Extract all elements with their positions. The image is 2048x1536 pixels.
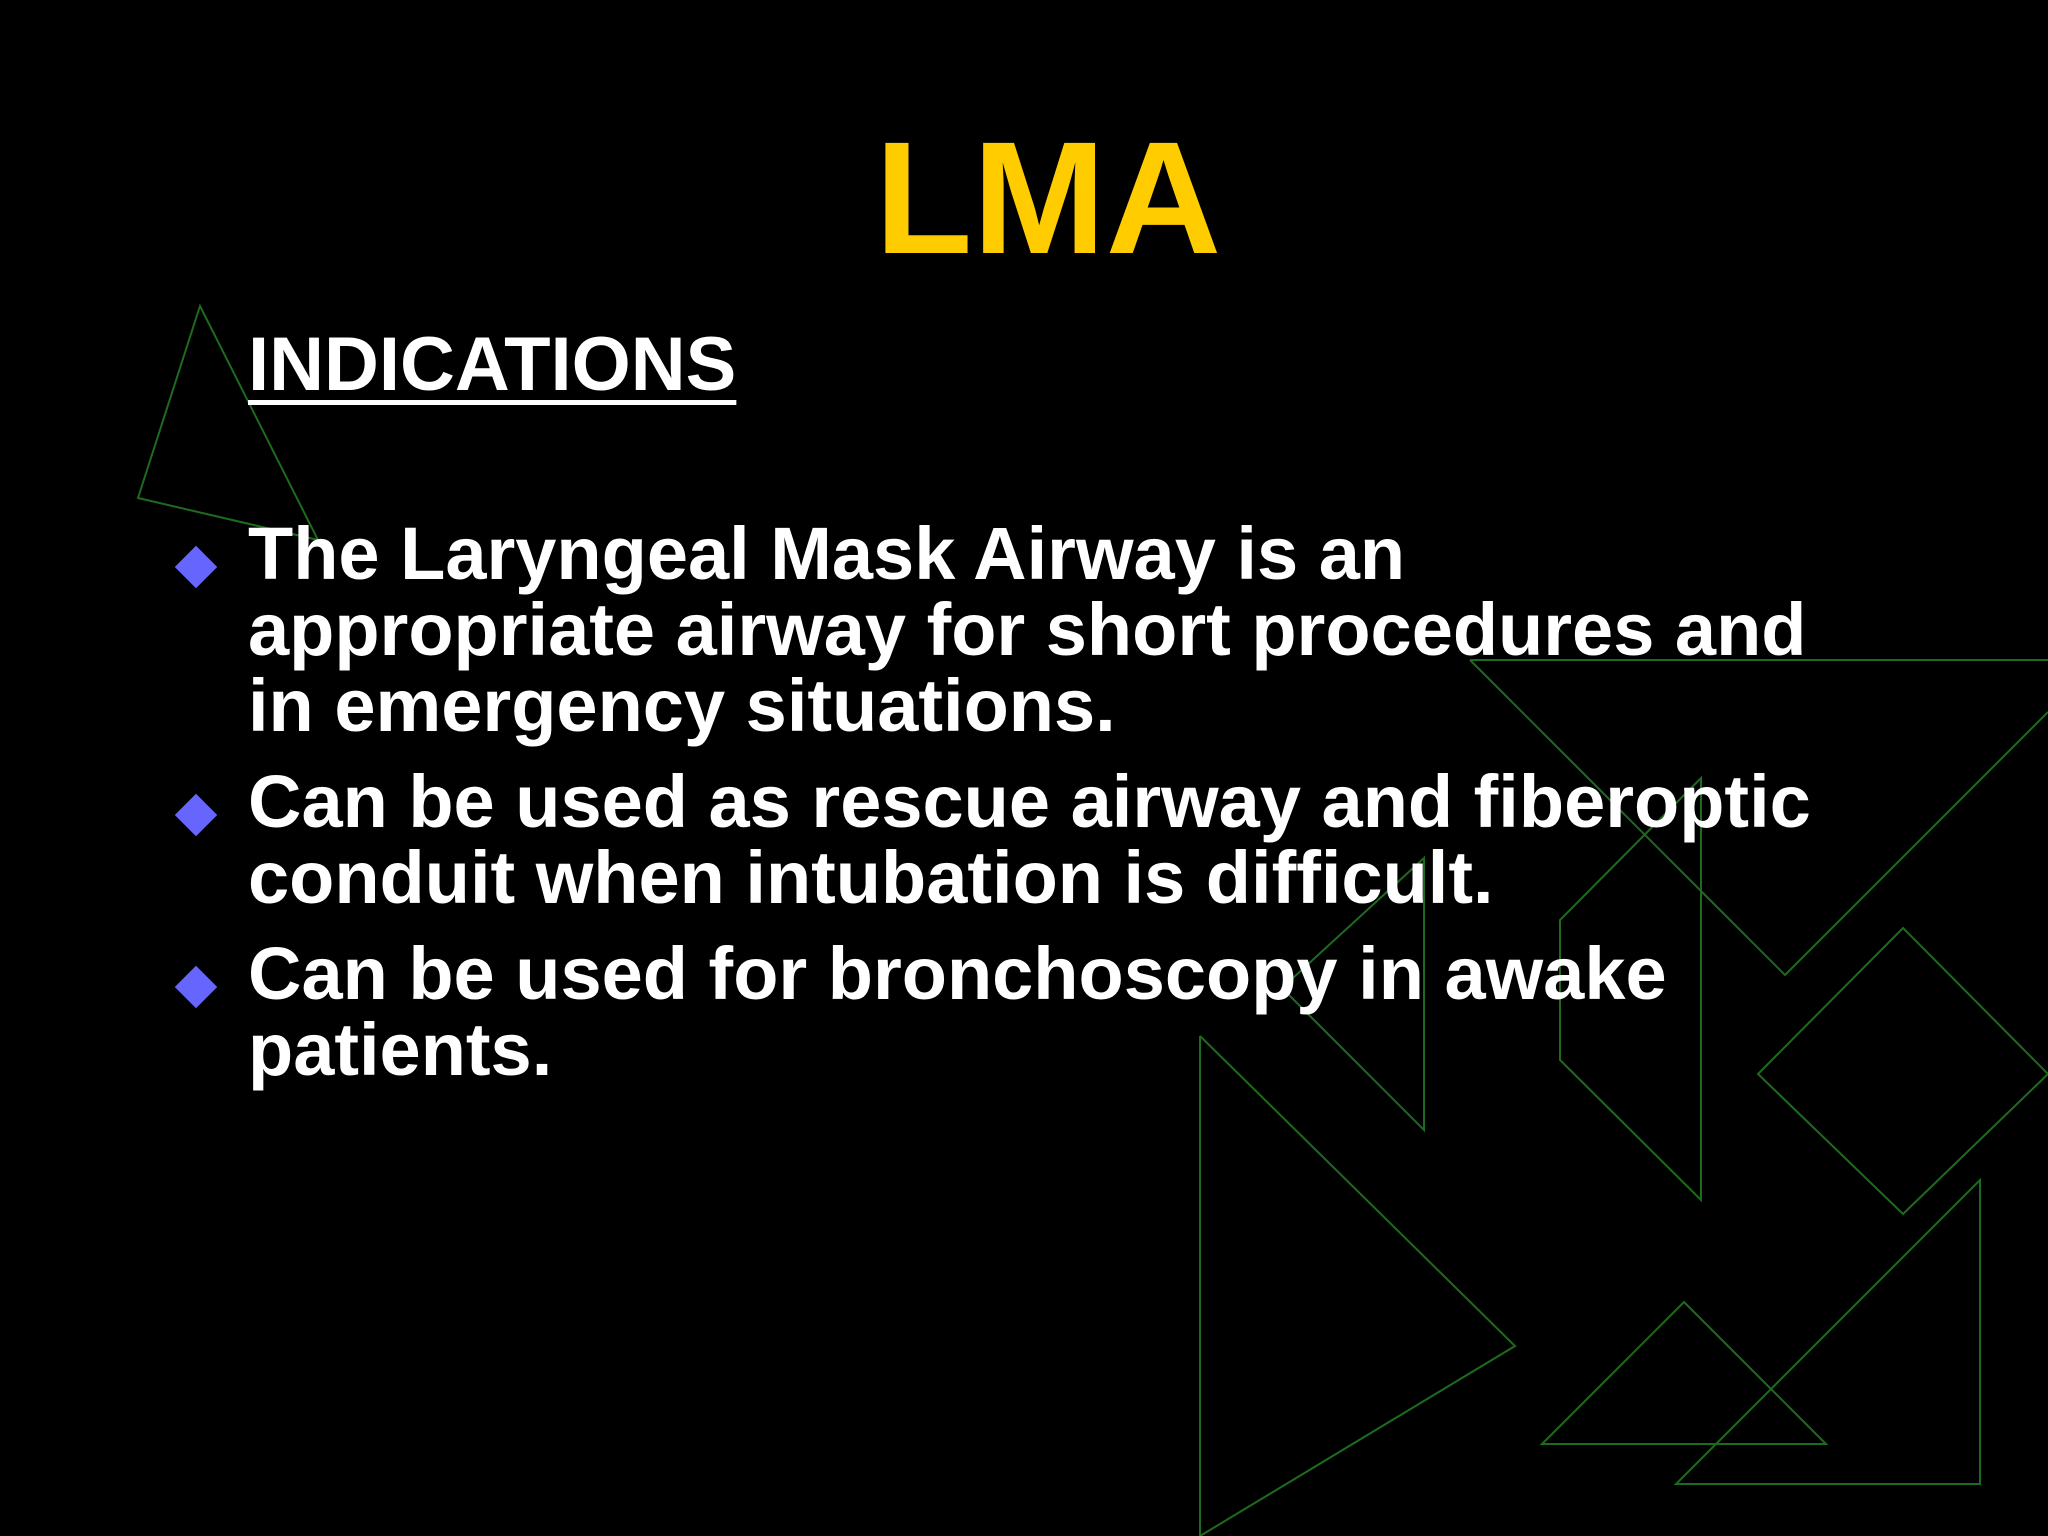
diamond-bullet-icon: [175, 546, 217, 588]
bullet-text: Can be used as rescue airway and fiberoptic conduit when intubation is difficult.: [248, 760, 1811, 919]
decor-triangle-bottom-small: [1542, 1302, 1826, 1444]
decor-triangle-bottom-right: [1676, 1180, 1980, 1484]
diamond-bullet-icon: [175, 966, 217, 1008]
bullet-item: [176, 512, 1816, 747]
decor-triangle-bottom-large: [1200, 1036, 1515, 1536]
bullet-list: [176, 512, 1816, 1108]
slide-title: LMA: [874, 108, 1222, 287]
bullet-text: Can be used for bronchoscopy in awake patients.: [248, 932, 1667, 1091]
section-heading: INDICATIONS: [248, 322, 737, 407]
diamond-bullet-icon: [175, 794, 217, 836]
bullet-text: The Laryngeal Mask Airway is an appropriate airway for short procedures and in emergency situations.: [248, 512, 1807, 747]
bullet-item: [176, 932, 1816, 1091]
bullet-item: [176, 760, 1816, 919]
